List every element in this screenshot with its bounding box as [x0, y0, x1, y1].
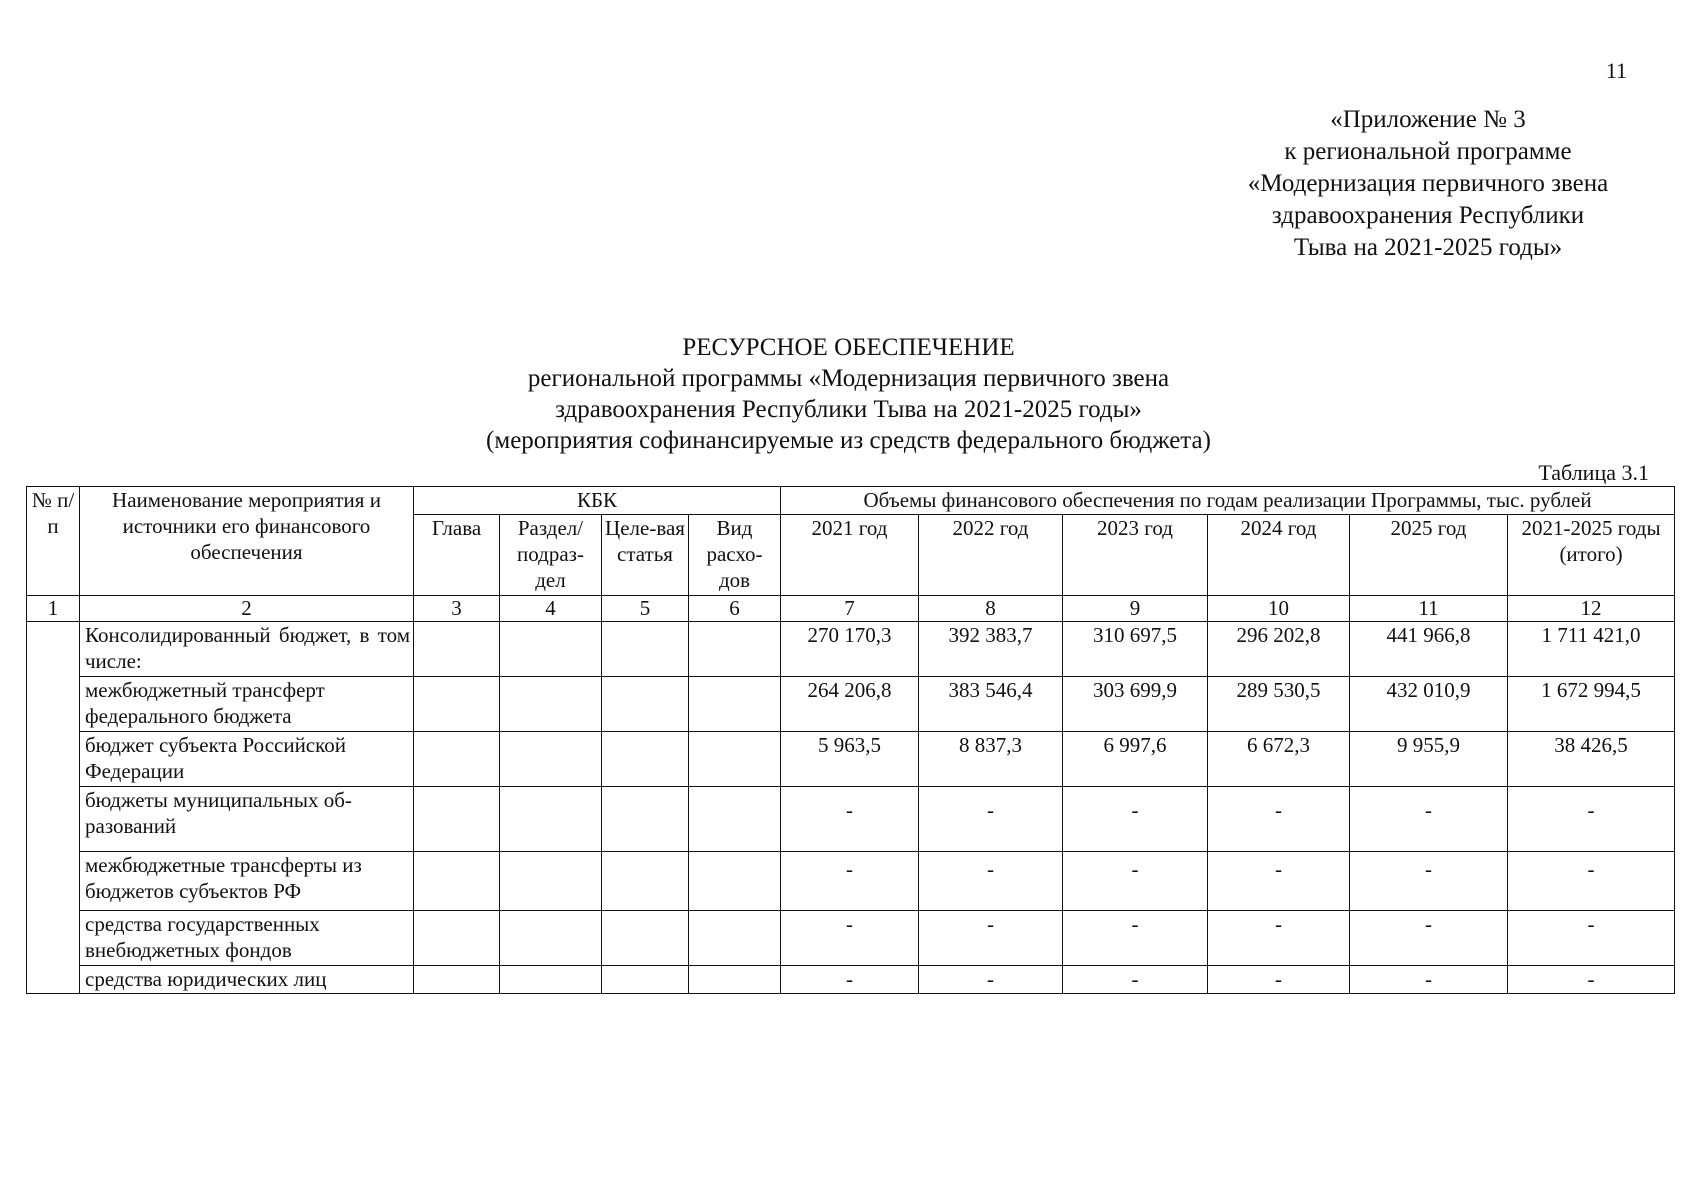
index-cell: 6 — [689, 596, 781, 622]
value-cell: 5 963,5 — [781, 732, 919, 787]
value-cell: 1 672 994,5 — [1508, 677, 1675, 732]
table-label: Таблица 3.1 — [1538, 460, 1649, 485]
kbk-cell — [500, 787, 602, 852]
header-year-col: 2021 год — [781, 515, 919, 596]
index-cell: 7 — [781, 596, 919, 622]
value-cell: - — [1208, 787, 1350, 852]
document-title — [0, 332, 1697, 456]
header-kbk-col: Глава — [414, 515, 500, 596]
row-name: средства юридических лиц — [80, 966, 414, 994]
value-cell: - — [781, 911, 919, 966]
kbk-cell — [414, 911, 500, 966]
row-name: бюджет субъекта Российской Федерации — [80, 732, 414, 787]
value-cell: - — [919, 852, 1063, 911]
index-cell: 5 — [602, 596, 689, 622]
value-cell: - — [1208, 966, 1350, 994]
index-cell: 10 — [1208, 596, 1350, 622]
title-line: (мероприятия софинансируемые из средств федерального бюджета) — [486, 427, 1211, 454]
value-cell: - — [1063, 852, 1208, 911]
value-cell: - — [1350, 911, 1508, 966]
appendix-line: «Модернизация первичного звена — [1247, 170, 1609, 197]
row-num-cell — [27, 622, 80, 994]
kbk-cell — [414, 677, 500, 732]
value-cell: 8 837,3 — [919, 732, 1063, 787]
value-cell: - — [1208, 911, 1350, 966]
row-name: межбюджетные трансферты из бюджетов субъектов РФ — [80, 852, 414, 911]
index-cell: 2 — [80, 596, 414, 622]
header-year-col: 2021-2025 годы (итого) — [1508, 515, 1675, 596]
title-line: здравоохранения Республики Тыва на 2021-2025 годы» — [555, 396, 1142, 423]
header-year-col: 2025 год — [1350, 515, 1508, 596]
table-row — [27, 911, 1675, 966]
header-volumes: Объемы финансового обеспечения по годам реализации Программы, тыс. рублей — [781, 487, 1675, 515]
kbk-cell — [500, 852, 602, 911]
table-row — [27, 966, 1675, 994]
index-cell: 8 — [919, 596, 1063, 622]
kbk-cell — [689, 911, 781, 966]
header-kbk-col: Раздел/ подраз-дел — [500, 515, 602, 596]
appendix-note — [1193, 104, 1663, 264]
kbk-cell — [689, 622, 781, 677]
value-cell: - — [1063, 911, 1208, 966]
kbk-cell — [500, 911, 602, 966]
header-kbk-col: Целе-вая статья — [602, 515, 689, 596]
value-cell: 441 966,8 — [1350, 622, 1508, 677]
appendix-line: Тыва на 2021-2025 годы» — [1293, 234, 1563, 261]
row-name: межбюджетный трансферт федерального бюджета — [80, 677, 414, 732]
value-cell: 296 202,8 — [1208, 622, 1350, 677]
value-cell: - — [1508, 852, 1675, 911]
table-row — [27, 622, 1675, 677]
row-name: Консолидированный бюджет, в том числе: — [80, 622, 414, 677]
index-cell: 3 — [414, 596, 500, 622]
index-row — [27, 596, 1675, 622]
kbk-cell — [602, 622, 689, 677]
value-cell: - — [1350, 787, 1508, 852]
kbk-cell — [602, 911, 689, 966]
header-kbk-col: Вид расхо-дов — [689, 515, 781, 596]
value-cell: - — [1063, 966, 1208, 994]
value-cell: - — [919, 787, 1063, 852]
value-cell: - — [1350, 852, 1508, 911]
kbk-cell — [602, 966, 689, 994]
value-cell: - — [1508, 787, 1675, 852]
header-year-col: 2022 год — [919, 515, 1063, 596]
header-kbk: КБК — [414, 487, 781, 515]
value-cell: - — [919, 911, 1063, 966]
value-cell: 303 699,9 — [1063, 677, 1208, 732]
kbk-cell — [689, 966, 781, 994]
header-num: № п/п — [27, 487, 80, 596]
kbk-cell — [689, 677, 781, 732]
kbk-cell — [602, 677, 689, 732]
resource-table — [26, 486, 1675, 994]
page-number: 11 — [1605, 58, 1627, 83]
value-cell: 264 206,8 — [781, 677, 919, 732]
kbk-cell — [689, 852, 781, 911]
kbk-cell — [602, 732, 689, 787]
table-row — [27, 787, 1675, 852]
value-cell: - — [1508, 911, 1675, 966]
index-cell: 1 — [27, 596, 80, 622]
value-cell: - — [1508, 966, 1675, 994]
kbk-cell — [602, 787, 689, 852]
kbk-cell — [500, 966, 602, 994]
value-cell: - — [1208, 852, 1350, 911]
kbk-cell — [689, 732, 781, 787]
value-cell: - — [1350, 966, 1508, 994]
value-cell: - — [919, 966, 1063, 994]
value-cell: 383 546,4 — [919, 677, 1063, 732]
value-cell: 289 530,5 — [1208, 677, 1350, 732]
value-cell: - — [781, 966, 919, 994]
kbk-cell — [689, 787, 781, 852]
value-cell: 38 426,5 — [1508, 732, 1675, 787]
value-cell: 1 711 421,0 — [1508, 622, 1675, 677]
value-cell: 6 997,6 — [1063, 732, 1208, 787]
value-cell: 310 697,5 — [1063, 622, 1208, 677]
header-row — [27, 487, 1675, 515]
table-row — [27, 852, 1675, 911]
value-cell: 270 170,3 — [781, 622, 919, 677]
kbk-cell — [414, 852, 500, 911]
table-row — [27, 677, 1675, 732]
title-line: РЕСУРСНОЕ ОБЕСПЕЧЕНИЕ — [682, 334, 1015, 361]
title-line: региональной программы «Модернизация первичного звена — [527, 365, 1170, 392]
kbk-cell — [500, 732, 602, 787]
index-cell: 12 — [1508, 596, 1675, 622]
index-cell: 9 — [1063, 596, 1208, 622]
kbk-cell — [602, 852, 689, 911]
value-cell: - — [781, 787, 919, 852]
appendix-line: к региональной программе — [1284, 138, 1572, 165]
kbk-cell — [414, 732, 500, 787]
appendix-line: здравоохранения Республики — [1271, 202, 1585, 229]
row-name: бюджеты муниципальных об-разований — [80, 787, 414, 852]
value-cell: 9 955,9 — [1350, 732, 1508, 787]
kbk-cell — [414, 966, 500, 994]
header-name: Наименование мероприятия и источники его финансового обеспечения — [80, 487, 414, 596]
value-cell: 6 672,3 — [1208, 732, 1350, 787]
index-cell: 4 — [500, 596, 602, 622]
value-cell: 432 010,9 — [1350, 677, 1508, 732]
row-name: средства государственных внебюджетных фондов — [80, 911, 414, 966]
table-row — [27, 732, 1675, 787]
kbk-cell — [500, 622, 602, 677]
header-year-col: 2023 год — [1063, 515, 1208, 596]
value-cell: 392 383,7 — [919, 622, 1063, 677]
kbk-cell — [414, 622, 500, 677]
appendix-line: «Приложение № 3 — [1330, 106, 1526, 133]
kbk-cell — [414, 787, 500, 852]
header-year-col: 2024 год — [1208, 515, 1350, 596]
value-cell: - — [1063, 787, 1208, 852]
value-cell: - — [781, 852, 919, 911]
index-cell: 11 — [1350, 596, 1508, 622]
kbk-cell — [500, 677, 602, 732]
